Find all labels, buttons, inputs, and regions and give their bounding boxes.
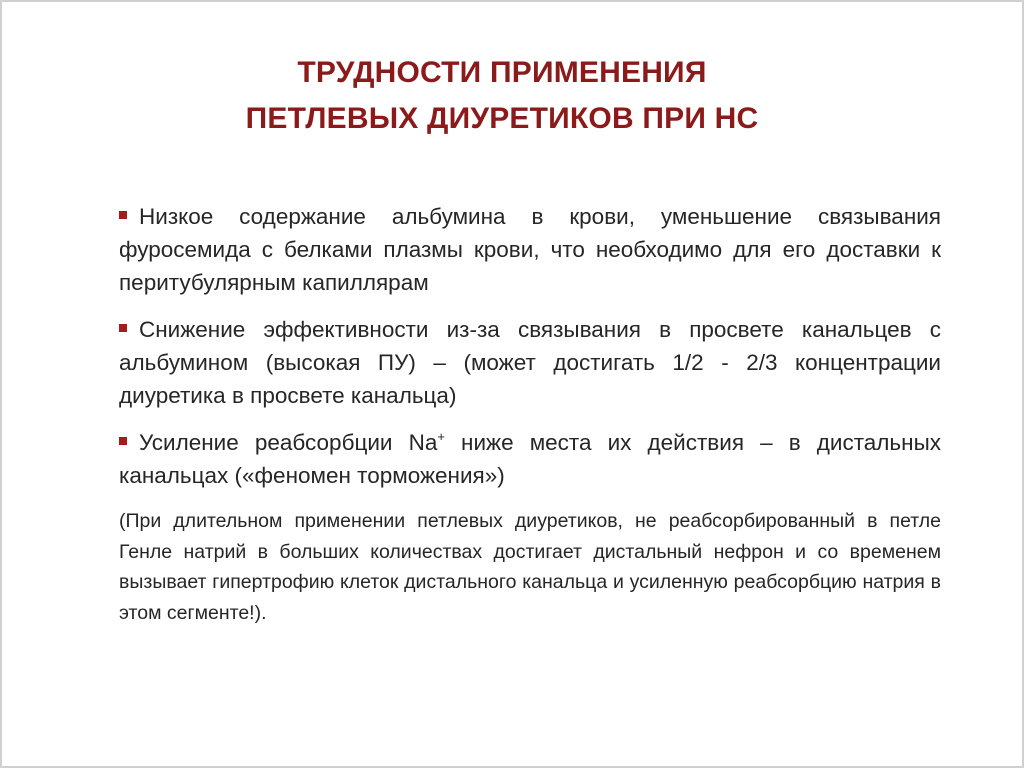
bullet-text-start: Усиление реабсорбции Na: [139, 430, 438, 455]
title-line-2: ПЕТЛЕВЫХ ДИУРЕТИКОВ ПРИ НС: [245, 102, 759, 135]
square-bullet-icon: [119, 211, 127, 219]
title-line-1: ТРУДНОСТИ ПРИМЕНЕНИЯ: [297, 56, 707, 89]
superscript-plus: +: [437, 429, 445, 444]
footnote-paragraph: (При длительном применении петлевых диуретиков, не реабсорбированный в петле Генле натрий в больших количествах достигает дистальный нефрон и со временем вызывает гипертрофию клеток дистального канальца и усиленную реабсорбцию натрия в этом сегменте!).: [119, 510, 941, 624]
bullet-item-albumin: [119, 200, 941, 299]
bullet-item-reabsorption: [119, 426, 941, 492]
slide-title: [2, 50, 1002, 142]
square-bullet-icon: [119, 437, 127, 445]
bullet-text: Низкое содержание альбумина в крови, уменьшение связывания фуросемида с белками плазмы крови, что необходимо для его доставки к перитубулярным капиллярам: [119, 204, 941, 295]
content-body: [119, 200, 941, 628]
bullet-text-end: ниже места их действия – в дистальных канальцах («феномен торможения»): [119, 430, 941, 488]
bullet-item-efficiency: [119, 313, 941, 412]
bullet-text: Снижение эффективности из-за связывания в просвете канальцев с альбумином (высокая ПУ) – (может достигать 1/2 - 2/3 концентрации диуретика в просвете канальца): [119, 317, 941, 408]
square-bullet-icon: [119, 324, 127, 332]
